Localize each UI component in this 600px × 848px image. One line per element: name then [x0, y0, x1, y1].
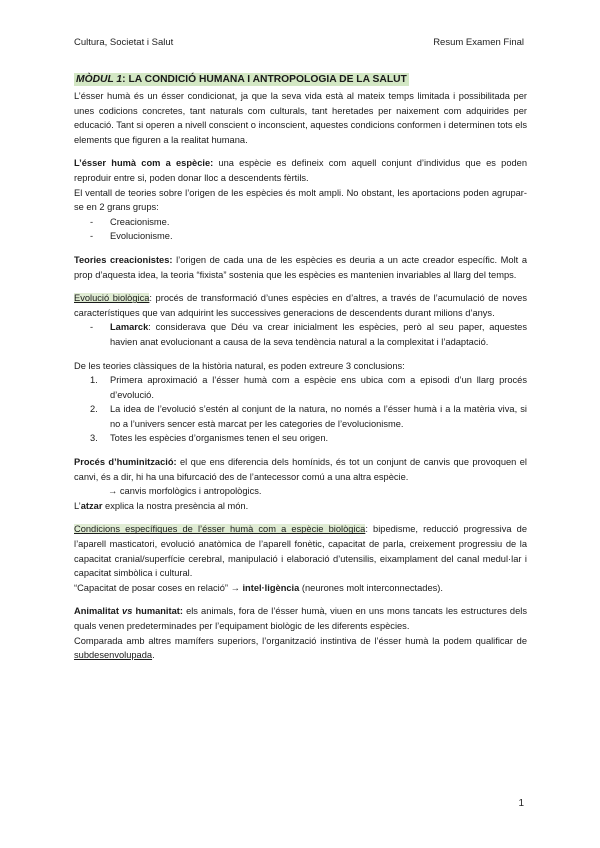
animalitat-paragraph: [74, 604, 527, 633]
list-item: [90, 320, 527, 349]
hominitzacio-term: Procés d’huminització:: [74, 457, 177, 468]
lamarck-term: Lamarck: [110, 322, 149, 333]
atzar-term: atzar: [80, 500, 103, 511]
list-number: 3.: [90, 433, 98, 444]
hominitzacio-text: el que ens diferencia dels homínids, és tot un conjunt de canvis que provoquen el canvi, és a dir, hi ha una bifurcació des de l’antecessor comú a una altra espècie.: [74, 457, 527, 482]
animalitat-text: els animals, fora de l’ésser humà, viuen en uns mons tancats les estructures dels quals venen predeterminades per l’equipament biològic de les diferents espècies.: [74, 606, 527, 631]
especie-term: L’ésser humà com a espècie:: [74, 158, 214, 169]
comparada-text: Comparada amb altres mamífers superiors, l’organització instintiva de l’ésser humà la podem qualificar de: [74, 635, 527, 646]
module-title-text: : LA CONDICIÓ HUMANA I ANTROPOLOGIA DE LA SALUT: [122, 74, 407, 85]
list-item: - Evolucionisme.: [90, 229, 527, 244]
evolucio-paragraph: [74, 291, 527, 320]
especie-definition: una espècie es defineix com aquell conjunt d’individus que es poden reproduir entre si, poden donar lloc a descendents fèrtils.: [74, 158, 528, 183]
subdesenvolupada-term: subdesenvolupada: [74, 650, 153, 661]
conclusions-list: [74, 373, 527, 446]
running-header-left: Cultura, Societat i Salut: [74, 37, 174, 48]
animalitat-vs: vs: [122, 606, 133, 617]
module-label: MÒDUL 1: [76, 74, 123, 85]
animalitat-term-a: Animalitat: [74, 606, 123, 617]
list-number: 2.: [90, 404, 98, 415]
creacionistes-paragraph: [74, 253, 527, 282]
groups-list: [74, 215, 527, 244]
atzar-prefix: L’: [74, 500, 81, 511]
list-number: 1.: [90, 375, 98, 386]
document-body: [74, 72, 527, 663]
animalitat-term-b: humanitat:: [132, 606, 183, 617]
atzar-line: [74, 499, 527, 514]
ventall-paragraph: El ventall de teories sobre l’origen de les espècies és molt ampli. No obstant, les aportacions poden agrupar-se en 2 grans grups:: [74, 187, 527, 213]
list-item: [90, 402, 527, 431]
list-text: Totes les espècies d’organismes tenen el seu origen.: [110, 433, 329, 444]
intelligence-term: intel·ligència: [242, 582, 300, 593]
module-title: [74, 72, 527, 87]
list-text: La idea de l’evolució s’estén al conjunt de la natura, no només a l’ésser humà i a la matèria viva, si no a l’univers sencer està marcat per les categories de l’evolucionisme.: [110, 404, 527, 429]
running-header-right: Resum Examen Final: [433, 37, 524, 48]
intelligence-quote: “Capacitat de posar coses en relació” →: [74, 582, 243, 593]
hominitzacio-arrow-line: → canvis morfològics i antropològics.: [108, 486, 262, 497]
intelligence-note: (neurones molt interconnectades).: [299, 582, 443, 593]
atzar-text: explica la nostra presència al món.: [102, 500, 249, 511]
intro-paragraph: L’ésser humà és un ésser condicionat, ja que la seva vida està al mateix temps limitada i possibilitada per unes codicions concretes, tant naturals com culturals, tant heretades per naixement com adquirides per educació. Tant si operen a nivell conscient o inconscient, aquestes condicions conformen i determinen tots els elements que figuren a la realitat humana.: [74, 91, 527, 145]
intelligence-line: [74, 581, 527, 596]
condicions-text: : bipedisme, reducció progressiva de l’aparell masticatori, evolució anatòmica de l’aparell fonètic, capacitat de parla, creixement progressiu de la capacitat cranial/superfície cerebral, manipulació i elaboració d’utensilis, eixamplament del canal medul·lar i capacitat simbòlica i cultural.: [74, 524, 527, 579]
page-number: 1: [518, 798, 524, 809]
evolucio-term: Evolució biològica: [74, 293, 150, 304]
condicions-paragraph: [74, 522, 527, 580]
list-text: Primera aproximació a l’ésser humà com a espècie ens ubica com a episodi d’un llarg procés d’evolució.: [110, 375, 527, 400]
list-item: - Creacionisme.: [90, 215, 527, 230]
comparada-end: .: [152, 650, 155, 661]
list-item: [90, 431, 527, 446]
lamarck-list: [74, 320, 527, 349]
condicions-term: Condicions específiques de l’ésser humà com a espècie biològica: [74, 524, 366, 535]
evolucio-text: : procés de transformació d’unes espècies en d’altres, a través de l’acumulació de noves característiques que van adquirint les successives generacions de descendents durant milions d’anys.: [74, 293, 527, 318]
comparada-paragraph: [74, 634, 527, 663]
hominitzacio-paragraph: [74, 455, 527, 484]
conclusions-intro: De les teories clàssiques de la història natural, es poden extreure 3 conclusions:: [74, 360, 405, 371]
especie-paragraph: [74, 156, 527, 185]
creacionistes-term: Teories creacionistes:: [74, 254, 173, 265]
list-item: [90, 373, 527, 402]
lamarck-text: : considerava que Déu va crear inicialment les espècies, però al seu paper, aquestes havien anat evolucionant a causa de la seva tendència natural a la complexitat i l’adaptació.: [110, 322, 527, 347]
creacionistes-text: l’origen de cada una de les espècies es deuria a un acte creador específic. Molt a prop d’aquesta idea, la teoria “fixista” sostenia que les espècies es mantenien invariables al llarg del temps.: [74, 254, 527, 280]
